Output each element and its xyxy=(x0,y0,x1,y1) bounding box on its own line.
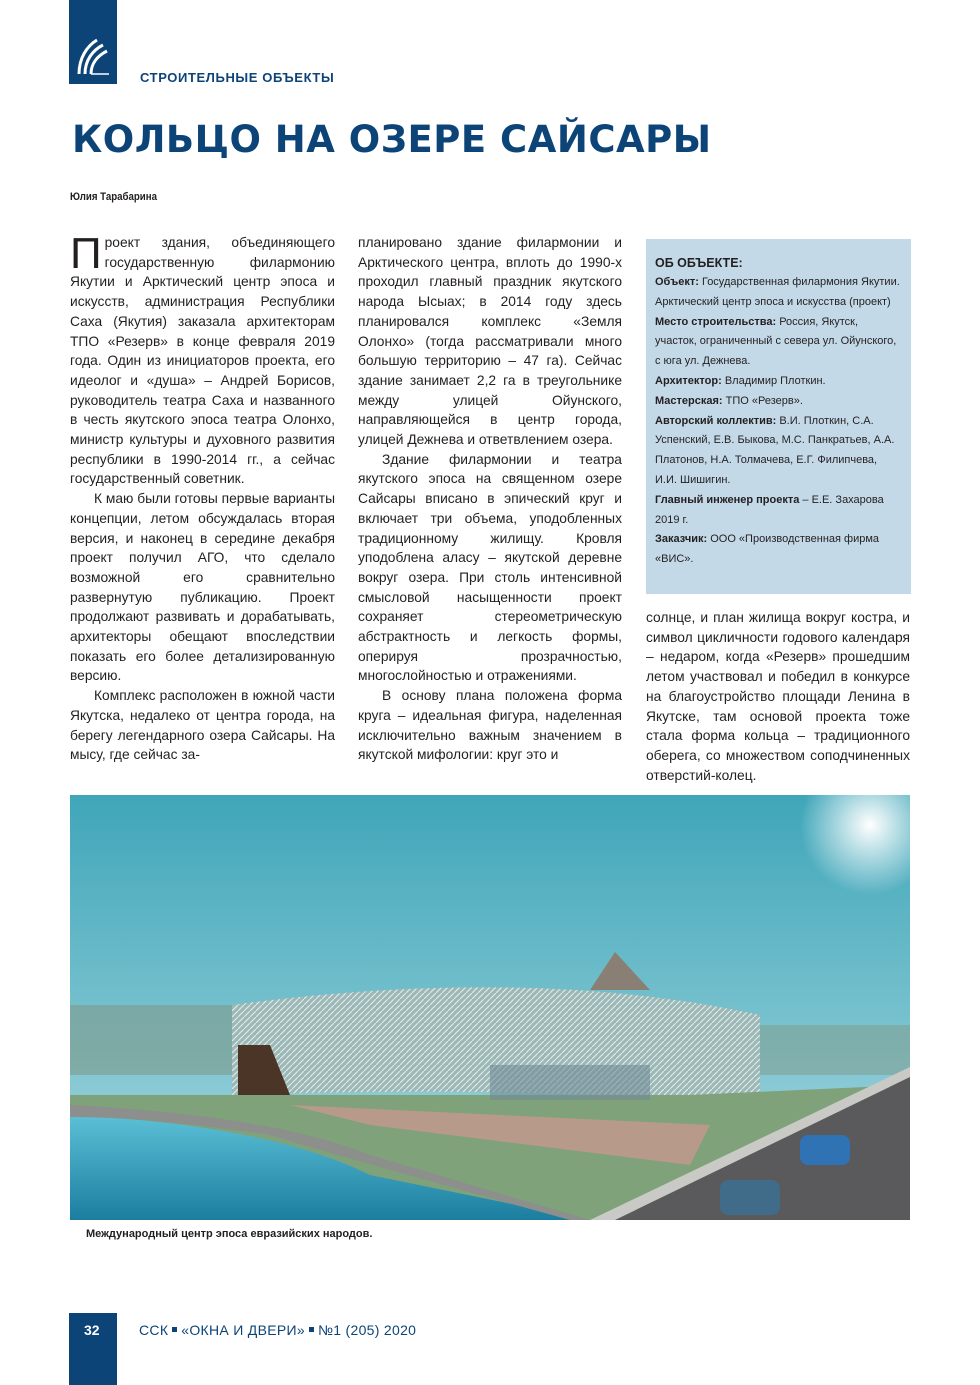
distant-trees xyxy=(760,1025,910,1075)
car xyxy=(720,1180,780,1215)
paragraph: К маю были готовы первые варианты концепции, летом обсуждалась вторая версия, и наконец в середине декабря проект получил АГО, что сделало возможной его сравнительно развернутую публикацию. Проект продолжают развивать и дорабатывать, архитекторы обещают впоследствии показать его более детализированную версию. xyxy=(70,491,335,684)
paragraph: Комплекс расположен в южной части Якутска, недалеко от центра города, на берегу легендарного озера Сайсары. На мысу, где сейчас за- xyxy=(70,688,335,763)
info-row-location xyxy=(655,313,902,372)
info-label: Авторский коллектив: xyxy=(655,414,777,427)
paragraph: планировано здание филармонии и Арктического центра, вплоть до 1990-х проходил главный праздник якутского народа Ысыах; в 2014 году здесь планировался комплекс «Земля Олонхо» (тогда рассматривали много большую территорию – 47 га). Сейчас здание занимает 2,2 га в треугольнике между улицей Ойунского, направляющейся в центр города, улицей Дежнева и ответвлением озера. xyxy=(358,235,622,448)
footer-text: «ОКНА И ДВЕРИ» xyxy=(181,1322,305,1338)
footer-text: №1 (205) 2020 xyxy=(317,1322,417,1338)
article-author: Юлия Тарабарина xyxy=(70,191,157,203)
article-column-1 xyxy=(70,229,335,765)
stylized-arcs-logo-icon xyxy=(75,36,111,78)
info-label: Объект: xyxy=(655,276,699,288)
article-column-2 xyxy=(358,233,622,765)
info-row-architect xyxy=(655,372,902,392)
project-info-box xyxy=(646,239,911,594)
article-title: КОЛЬЦО НА ОЗЕРЕ САЙСАРЫ xyxy=(72,118,712,161)
info-box-heading: ОБ ОБЪЕКТЕ: xyxy=(655,256,743,270)
info-row-chief-engineer xyxy=(655,491,902,531)
info-row-studio xyxy=(655,392,902,412)
paragraph xyxy=(70,229,335,489)
bullet-square-icon xyxy=(172,1327,177,1332)
info-value: В.И. Плоткин, С.А. Успенский, Е.В. Быкова, М.С. Панкратьев, А.А. Платонов, Н.А. Толмачева, Е.Г. Филипчева, И.И. Шишигин. xyxy=(655,414,895,486)
info-label: Архитектор: xyxy=(655,374,722,387)
paragraph: В основу плана положена форма круга – идеальная фигура, наделенная исключительно важным значением в якутской мифологии: круг это и xyxy=(358,688,622,763)
info-value: – Е.Е. Захарова 2019 г. xyxy=(655,493,884,526)
info-label: Заказчик: xyxy=(655,533,708,546)
info-row-client xyxy=(655,530,902,570)
info-label: Главный инженер проекта xyxy=(655,493,800,506)
page-number: 32 xyxy=(84,1322,100,1338)
info-value: ТПО «Резерв». xyxy=(725,394,803,407)
info-row-object xyxy=(655,273,902,313)
section-label: СТРОИТЕЛЬНЫЕ ОБЪЕКТЫ xyxy=(140,70,335,85)
building-rendering-illustration xyxy=(70,795,910,1220)
footer-publication xyxy=(139,1322,416,1338)
footer-text: ССК xyxy=(139,1322,169,1338)
parking-lot xyxy=(490,1065,650,1100)
bullet-square-icon xyxy=(309,1327,314,1332)
info-value: Государственная филармония Якутии. Арктический центр эпоса и искусства (проект) xyxy=(655,276,900,308)
info-row-team xyxy=(655,412,902,491)
architectural-rendering-image xyxy=(70,795,910,1220)
info-label: Место строительства: xyxy=(655,315,777,328)
distant-city xyxy=(70,1005,240,1075)
drop-cap: П xyxy=(70,229,102,278)
info-value: Владимир Плоткин. xyxy=(724,374,826,387)
car xyxy=(800,1135,850,1165)
paragraph: Здание филармонии и театра якутского эпоса на священном озере Сайсары вписано в эпический круг и включает три объема, уподобленных традиционному жилищу. Кровля уподоблена аласу – якутской деревне вокруг озера. При столь интенсивной смысловой насыщенности проект сохраняет стереометрическую абстрактность и легкость формы, оперируя прозрачностью, многослойностью и отражениями. xyxy=(358,451,622,684)
paragraph-text: роект здания, объединяющего государственную филармонию Якутии и Арктический центр эпоса и искусств, администрация Республики Саха (Якутия) заказала архитекторам ТПО «Резерв» в конце февраля 2019 года. Один из инициаторов проекта, его идеолог и «душа» – Андрей Борисов, руководитель театра Саха и названного в честь якутского эпоса театра Олонхо, министр культуры и духовного развития республики в 1990-2014 гг., а сейчас государственный советник. xyxy=(70,235,335,487)
info-value: ООО «Производственная фирма «ВИС». xyxy=(655,533,880,566)
info-label: Мастерская: xyxy=(655,394,723,407)
info-value: Россия, Якутск, участок, ограниченный с севера ул. Ойунского, с юга ул. Дежнева. xyxy=(655,315,897,368)
article-column-3 xyxy=(646,608,910,785)
paragraph: солнце, и план жилища вокруг костра, и символ цикличности годового календаря – недаром, когда «Резерв» прошедшим летом участвовал и победил в конкурсе на благоустройство площади Ленина в Якутске, там основой проекта тоже стала форма кольца – традиционного оберега, со множеством соподчиненных отверстий-колец. xyxy=(646,610,910,783)
figure-caption: Международный центр эпоса евразийских народов. xyxy=(86,1228,373,1240)
logo-block xyxy=(69,0,117,84)
